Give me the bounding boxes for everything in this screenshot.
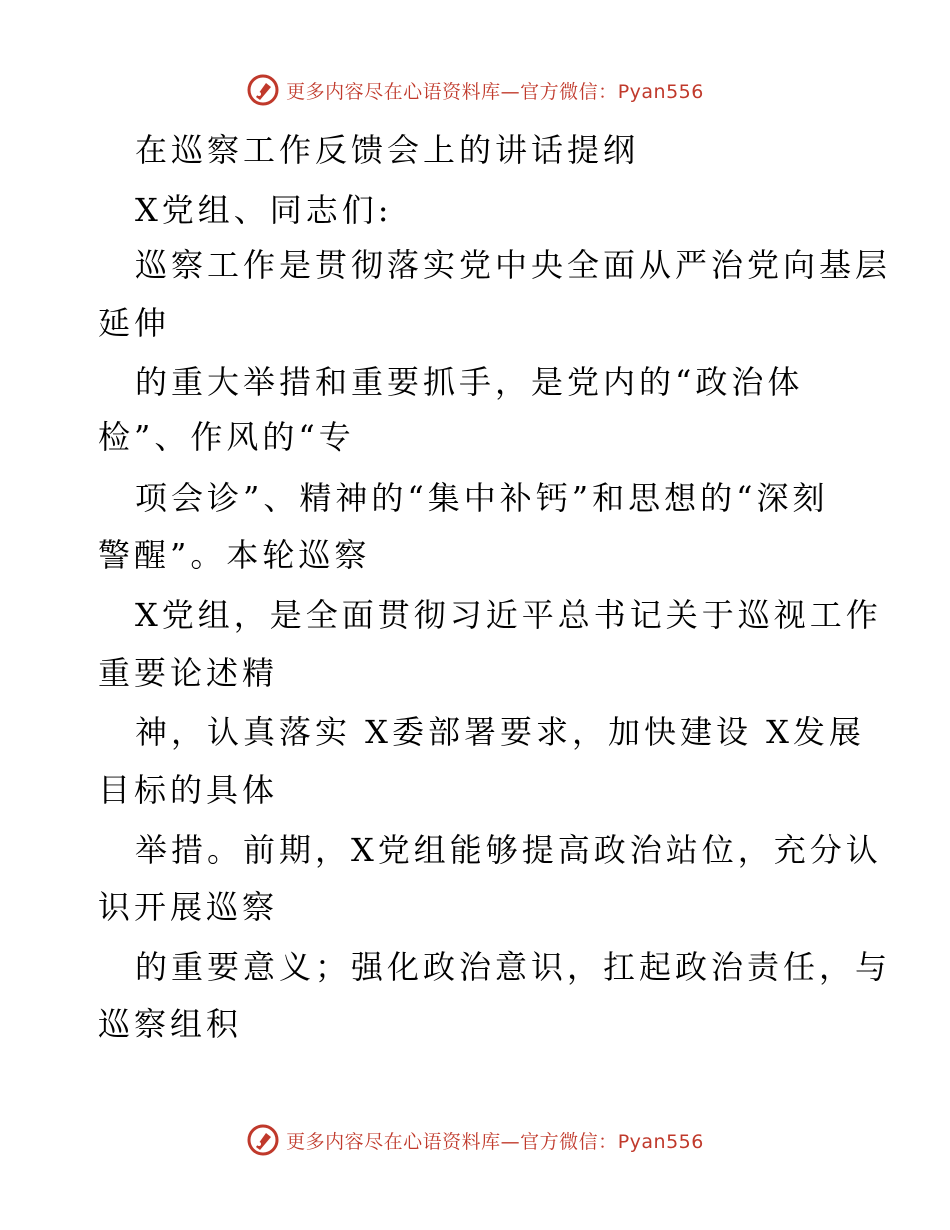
- text-line: 重要论述精: [98, 654, 279, 692]
- text-line: 识开展巡察: [98, 888, 279, 926]
- text-line: 延伸: [98, 304, 171, 342]
- text-line: 巡察工作是贯彻落实党中央全面从严治党向基层: [135, 246, 892, 284]
- watermark-separator: —: [500, 80, 521, 103]
- text-line: 检”、作风的“专: [98, 418, 355, 456]
- text-line: 举措。前期，X党组能够提高政治站位，充分认: [135, 831, 882, 869]
- text-line: X党组，是全面贯彻习近平总书记关于巡视工作: [135, 596, 882, 634]
- pen-nib-icon: [246, 73, 280, 107]
- watermark-account: Pyan556: [617, 80, 704, 103]
- text-line: 神，认真落实 X委部署要求，加快建设 X发展: [135, 713, 865, 751]
- footer-watermark: [0, 1120, 950, 1160]
- text-line: 警醒”。本轮巡察: [98, 536, 371, 574]
- text-line: 目标的具体: [98, 771, 279, 809]
- watermark-account-label: 官方微信：: [520, 80, 618, 103]
- text-line: 项会诊”、精神的“集中补钙”和思想的“深刻: [135, 479, 829, 517]
- watermark-main: 更多内容尽在心语资料库: [286, 80, 501, 103]
- watermark-separator: —: [500, 1130, 521, 1153]
- watermark-text: [286, 77, 704, 104]
- salutation: X党组、同志们:: [135, 191, 393, 229]
- pen-nib-icon: [246, 1123, 280, 1157]
- text-line: 的重要意义；强化政治意识，扛起政治责任，与: [135, 948, 892, 986]
- text-line: 的重大举措和重要抓手，是党内的“政治体: [135, 363, 804, 401]
- watermark-account-label: 官方微信：: [520, 1130, 618, 1153]
- document-title: 在巡察工作反馈会上的讲话提纲: [135, 131, 640, 169]
- watermark-text: [286, 1127, 704, 1154]
- text-line: 巡察组积: [98, 1005, 243, 1043]
- header-watermark: [0, 70, 950, 110]
- watermark-main: 更多内容尽在心语资料库: [286, 1130, 501, 1153]
- watermark-account: Pyan556: [617, 1130, 704, 1153]
